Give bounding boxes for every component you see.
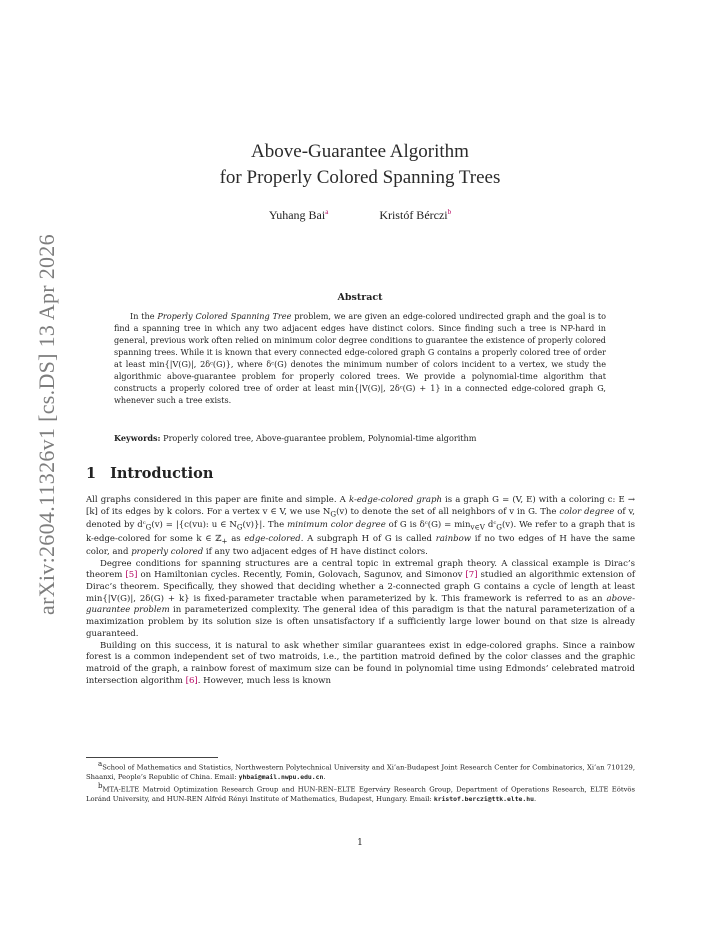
section-title: Introduction — [110, 465, 214, 482]
author-2 — [379, 208, 451, 222]
footnote-a: $^a$School of Mathematics and Statistics, Northwestern Polytechnical University and Xi’an-Budapest Joint Research Center for Combinatorics, Xi’an 710129, Shaanxi, People’s Republic of China. Email: yhbai@mail.nwpu.edu.cn. — [86, 760, 635, 781]
intro-paragraph-3: Building on this success, it is natural to ask whether similar guarantees exist in edge-colored graphs. Since a rainbow forest is a common independent set of two matroids, i.e., the partition matroid defined by the color classes and the graphic matroid of the graph, a rainbow forest of maximum size can be found in polynomial time using Edmonds’ celebrated matroid intersection algorithm [6]. However, much less is known — [86, 640, 635, 686]
footnote-b: $^b$MTA-ELTE Matroid Optimization Research Group and HUN-REN–ELTE Egerváry Research Group, Department of Operations Research, ELTE Eötvös Loránd University, and HUN-REN Alfréd Rényi Institute of Mathematics, Budapest, Hungary. Email: kristof.berczi@ttk.elte.hu. — [86, 782, 635, 804]
keywords — [114, 433, 606, 443]
author-1 — [269, 208, 328, 222]
keywords-text: Properly colored tree, Above-guarantee problem, Polynomial-time algorithm — [160, 433, 477, 443]
citation-link[interactable]: [6] — [185, 675, 198, 686]
author-1-affiliation-link[interactable]: a — [325, 208, 329, 216]
abstract-heading: Abstract — [337, 292, 383, 303]
keywords-label: Keywords: — [114, 433, 161, 443]
section-heading — [86, 465, 213, 482]
author-list — [0, 208, 720, 223]
author-2-name: Kristóf Bérczi — [379, 208, 448, 222]
introduction-body — [86, 495, 635, 687]
arxiv-identifier: arXiv:2604.11326v1 [cs.DS] 13 Apr 2026 — [34, 234, 59, 615]
author-1-name: Yuhang Bai — [268, 208, 326, 222]
email-link[interactable]: kristof.berczi@ttk.elte.hu — [433, 795, 534, 804]
email-link[interactable]: yhbai@mail.nwpu.edu.cn — [238, 772, 324, 781]
page-number: 1 — [357, 838, 363, 848]
citation-link[interactable]: [5] — [125, 570, 138, 581]
paper-title-line-1: Above-Guarantee Algorithm — [251, 141, 469, 162]
footnotes — [86, 760, 635, 805]
abstract-paragraph: In the Properly Colored Spanning Tree problem, we are given an edge-colored undirected graph and the goal is to find a spanning tree in which any two adjacent edges have distinct colors. Since finding such a tree is NP-hard in general, previous work often relied on minimum color degree conditions to guarantee the existence of properly colored spanning trees. While it is known that every connected edge-colored graph G contains a properly colored tree of order at least min{|V(G)|, 2δᶜ(G)}, where δᶜ(G) denotes the minimum number of colors incident to a vertex, we study the algorithmic above-guarantee problem for properly colored trees. We provide a polynomial-time algorithm that constructs a properly colored tree of order at least min{|V(G)|, 2δᶜ(G) + 1} in a connected edge-colored graph G, whenever such a tree exists. — [114, 311, 607, 405]
intro-paragraph-1: All graphs considered in this paper are finite and simple. A k-edge-colored graph is a graph G = (V, E) with a coloring c: E → [k] of its edges by k colors. For a vertex v ∈ V, we use $N_G(v)$ to denote the set of all neighbors of v in G. The color degree of v, denoted by dᶜ$_G$(v) = |{c(vu): u ∈ $N_G(v)\}|$. The minimum color degree of G is δᶜ(G) = $\min_{v\in V}$ dᶜ$_G$(v). We refer to a graph that is k-edge-colored for some k ∈ ℤ$_+$ as edge-colored. A subgraph H of G is called rainbow if no two edges of H have the same color, and properly colored if any two adjacent edges of H have distinct colors. — [86, 495, 635, 557]
citation-link[interactable]: [7] — [465, 570, 478, 581]
section-number: 1 — [86, 465, 97, 482]
abstract-body — [114, 310, 606, 406]
footnote-divider — [86, 757, 218, 758]
intro-paragraph-2: Degree conditions for spanning structures are a central topic in extremal graph theory. A classical example is Dirac’s theorem [5] on Hamiltonian cycles. Recently, Fomin, Golovach, Sagunov, and Simonov [7] studied an algorithmic extension of Dirac’s theorem. Specifically, they showed that deciding whether a 2-connected graph G contains a cycle of length at least min{|V(G)|, 2δ(G) + k} is fixed-parameter tractable when parameterized by k. This framework is referred to as an above-guarantee problem in parameterized complexity. The general idea of this paradigm is that the natural parameterization of a maximization problem by its solution size is often unsatisfactory if a sufficiently large lower bound on that size is already guaranteed. — [86, 558, 635, 639]
paper-title-line-2: for Properly Colored Spanning Trees — [219, 167, 501, 188]
author-2-affiliation-link[interactable]: b — [447, 208, 452, 216]
